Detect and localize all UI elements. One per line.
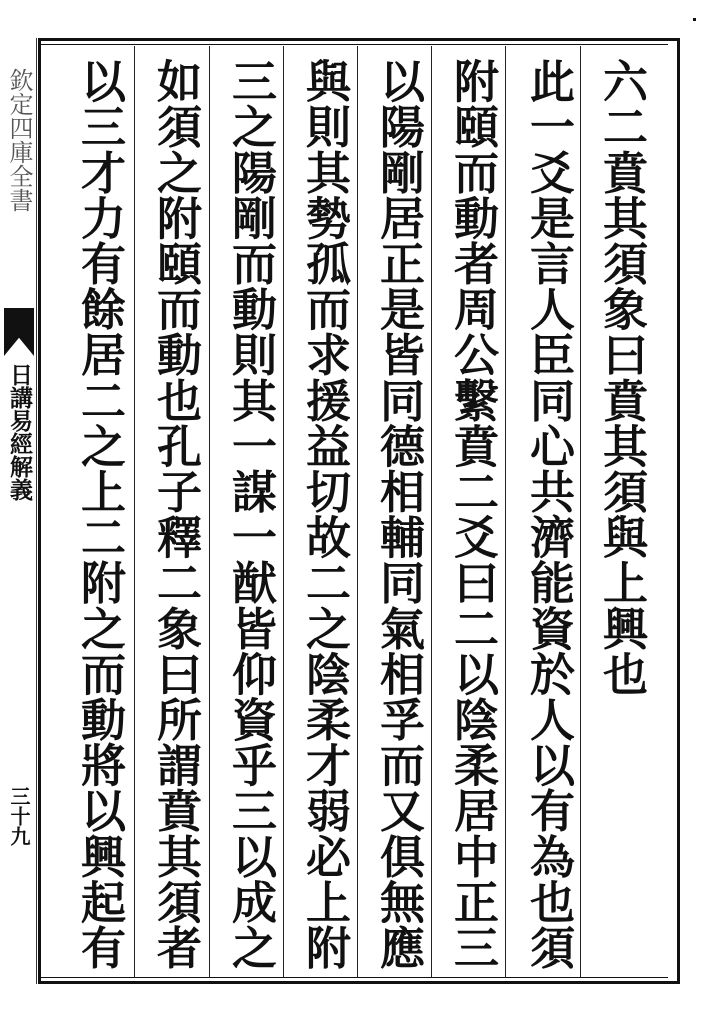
text-column: 以三才力有餘居二之上二附之而動將以興起有 (73, 58, 126, 970)
column-rule (357, 46, 358, 978)
book-title: 日講易經解義 (6, 363, 33, 501)
text-column: 如須之附頤而動也孔子釋二象曰所謂賁其須者 (149, 58, 202, 970)
page-margin (0, 38, 38, 984)
text-column: 附頤而動者周公繫賁二爻曰二以陰柔居中正三 (446, 58, 499, 970)
column-rule (209, 46, 210, 978)
scan-speck (693, 18, 696, 21)
column-rule (505, 46, 506, 978)
text-column: 與則其勢孤而求援益切故二之陰柔才弱必上附 (298, 58, 351, 970)
page-number: 三十九 (7, 786, 31, 846)
fishtail-mark-icon (4, 308, 34, 356)
column-rule (580, 46, 581, 978)
column-rule (431, 46, 432, 978)
collection-title: 欽定四庫全書 (5, 68, 33, 212)
column-rule (134, 46, 135, 978)
column-rule (283, 46, 284, 978)
margin-divider (36, 38, 37, 984)
text-column: 以陽剛居正是皆同德相輔同氣相孚而又俱無應 (372, 58, 425, 970)
text-column-heading: 六二賁其須象曰賁其須與上興也 (595, 58, 648, 697)
text-column: 此一爻是言人臣同心共濟能資於人以有為也須 (522, 58, 575, 970)
text-column: 三之陽剛而動則其一謀一猷皆仰資乎三以成之 (224, 58, 277, 970)
